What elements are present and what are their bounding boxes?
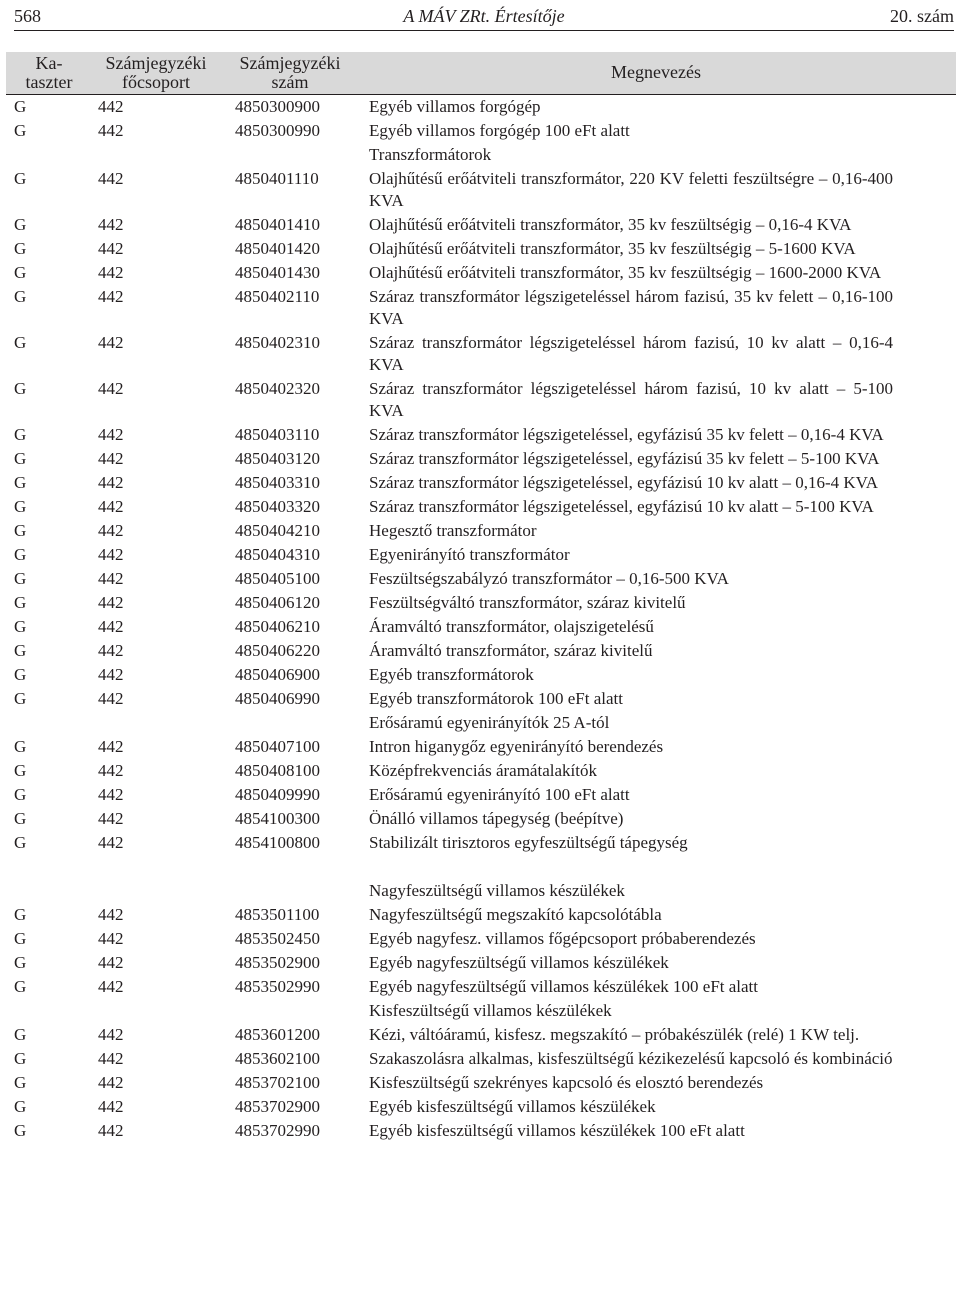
szam-cell: 4850403120	[235, 449, 320, 468]
szam-cell: 4854100300	[235, 809, 320, 828]
focsoport-cell: 442	[98, 689, 124, 708]
kataszter-cell: G	[14, 809, 27, 828]
megnevezes-cell: Egyéb kisfeszültségű villamos készülékek 100 eFt alatt	[369, 1121, 745, 1140]
megnevezes-cell: Hegesztő transzformátor	[369, 521, 537, 540]
megnevezes-cell: Száraz transzformátor légszigeteléssel, egyfázisú 10 kv alatt – 5-100 KVA	[369, 497, 874, 516]
focsoport-cell: 442	[98, 977, 124, 996]
focsoport-cell: 442	[98, 809, 124, 828]
megnevezes-cell: Kisfeszültségű villamos készülékek	[369, 1001, 612, 1020]
szam-cell: 4850406220	[235, 641, 320, 660]
kataszter-cell: G	[14, 287, 27, 306]
megnevezes-cell: Egyéb transzformátorok	[369, 665, 534, 684]
megnevezes-cell: Száraz transzformátor légszigeteléssel, egyfázisú 10 kv alatt – 0,16-4 KVA	[369, 473, 879, 492]
table-row	[0, 638, 960, 662]
kataszter-cell: G	[14, 425, 27, 444]
megnevezes-cell: Egyéb nagyfesz. villamos főgépcsoport próbaberendezés	[369, 929, 756, 948]
focsoport-cell: 442	[98, 449, 124, 468]
kataszter-cell: G	[14, 497, 27, 516]
kataszter-cell: G	[14, 905, 27, 924]
szam-cell: 4850401410	[235, 215, 320, 234]
focsoport-cell: 442	[98, 737, 124, 756]
table-row	[0, 470, 960, 494]
kataszter-cell: G	[14, 545, 27, 564]
szam-cell: 4850403320	[235, 497, 320, 516]
column-header-kataszter-line-1: Ka-	[35, 53, 63, 73]
kataszter-cell: G	[14, 593, 27, 612]
szam-cell: 4854100800	[235, 833, 320, 852]
table-row	[0, 94, 960, 118]
kataszter-cell: G	[14, 97, 27, 116]
kataszter-cell: G	[14, 121, 27, 140]
table-row	[0, 260, 960, 284]
kataszter-cell: G	[14, 617, 27, 636]
table-row	[0, 376, 960, 422]
table-row	[0, 1094, 960, 1118]
focsoport-cell: 442	[98, 97, 124, 116]
szam-cell: 4850405100	[235, 569, 320, 588]
focsoport-cell: 442	[98, 287, 124, 306]
focsoport-cell: 442	[98, 833, 124, 852]
focsoport-cell: 442	[98, 617, 124, 636]
kataszter-cell: G	[14, 929, 27, 948]
focsoport-cell: 442	[98, 761, 124, 780]
szam-cell: 4850300990	[235, 121, 320, 140]
kataszter-cell: G	[14, 1121, 27, 1140]
table-row	[0, 686, 960, 710]
megnevezes-cell: Száraz transzformátor légszigeteléssel három fazisú, 10 kv alatt – 5-100 KVA	[369, 379, 893, 420]
column-header-megnevezes: Megnevezés	[611, 62, 701, 82]
kataszter-cell: G	[14, 521, 27, 540]
table-row	[0, 806, 960, 830]
szam-cell: 4850408100	[235, 761, 320, 780]
table-row	[0, 542, 960, 566]
megnevezes-cell: Olajhűtésű erőátviteli transzformátor, 35 kv feszültségig – 0,16-4 KVA	[369, 215, 852, 234]
megnevezes-cell: Erősáramú egyenirányító 100 eFt alatt	[369, 785, 630, 804]
kataszter-cell: G	[14, 333, 27, 352]
table-row	[0, 902, 960, 926]
kataszter-cell: G	[14, 379, 27, 398]
szam-cell: 4850407100	[235, 737, 320, 756]
szam-cell: 4853501100	[235, 905, 320, 924]
kataszter-cell: G	[14, 1025, 27, 1044]
table-row	[0, 1118, 960, 1142]
kataszter-cell: G	[14, 785, 27, 804]
megnevezes-cell: Nagyfeszültségű villamos készülékek	[369, 881, 625, 900]
kataszter-cell: G	[14, 473, 27, 492]
megnevezes-cell: Olajhűtésű erőátviteli transzformátor, 220 KV feletti feszültségre – 0,16-400 KVA	[369, 169, 893, 210]
table-row	[0, 950, 960, 974]
column-header-kataszter	[14, 54, 84, 92]
focsoport-cell: 442	[98, 1097, 124, 1116]
szam-cell: 4853601200	[235, 1025, 320, 1044]
table-row	[0, 284, 960, 330]
kataszter-cell: G	[14, 1073, 27, 1092]
szam-cell: 4850403310	[235, 473, 320, 492]
megnevezes-cell: Erősáramú egyenirányítók 25 A-tól	[369, 713, 610, 732]
megnevezes-cell: Intron higanygőz egyenirányító berendezés	[369, 737, 664, 756]
szam-cell: 4853702900	[235, 1097, 320, 1116]
table-body	[0, 94, 960, 1142]
kataszter-cell: G	[14, 1097, 27, 1116]
table-row	[0, 494, 960, 518]
megnevezes-cell: Egyéb nagyfeszültségű villamos készülékek 100 eFt alatt	[369, 977, 759, 996]
focsoport-cell: 442	[98, 333, 124, 352]
table-row	[0, 166, 960, 212]
focsoport-cell: 442	[98, 929, 124, 948]
focsoport-cell: 442	[98, 473, 124, 492]
focsoport-cell: 442	[98, 1121, 124, 1140]
szam-cell: 4850406120	[235, 593, 320, 612]
table-row	[0, 1022, 960, 1046]
kataszter-cell: G	[14, 737, 27, 756]
megnevezes-cell: Egyéb villamos forgógép	[369, 97, 541, 116]
megnevezes-cell: Kisfeszültségű szekrényes kapcsoló és elosztó berendezés	[369, 1073, 764, 1092]
focsoport-cell: 442	[98, 1073, 124, 1092]
szam-cell: 4850404310	[235, 545, 320, 564]
table-row	[0, 422, 960, 446]
kataszter-cell: G	[14, 953, 27, 972]
megnevezes-cell: Feszültségváltó transzformátor, száraz kivitelű	[369, 593, 686, 612]
kataszter-cell: G	[14, 761, 27, 780]
szam-cell: 4853502990	[235, 977, 320, 996]
table-row	[0, 518, 960, 542]
table-row	[0, 974, 960, 998]
table-row	[0, 212, 960, 236]
szam-cell: 4853702100	[235, 1073, 320, 1092]
megnevezes-cell: Egyéb kisfeszültségű villamos készülékek	[369, 1097, 656, 1116]
szam-cell: 4853602100	[235, 1049, 320, 1068]
megnevezes-cell: Száraz transzformátor légszigeteléssel, egyfázisú 35 kv felett – 5-100 KVA	[369, 449, 880, 468]
megnevezes-cell: Áramváltó transzformátor, olajszigetelésű	[369, 617, 654, 636]
megnevezes-cell: Egyéb nagyfeszültségű villamos készülékek	[369, 953, 669, 972]
table-row	[0, 1046, 960, 1070]
focsoport-cell: 442	[98, 593, 124, 612]
section-heading-row	[0, 878, 960, 902]
column-header-focsoport-line-1: Számjegyzéki	[105, 53, 207, 73]
megnevezes-cell: Nagyfeszültségű megszakító kapcsolótábla	[369, 905, 662, 924]
megnevezes-cell: Száraz transzformátor légszigeteléssel három fazisú, 10 kv alatt – 0,16-4 KVA	[369, 333, 893, 374]
megnevezes-cell: Áramváltó transzformátor, száraz kivitelű	[369, 641, 653, 660]
table-row	[0, 926, 960, 950]
focsoport-cell: 442	[98, 215, 124, 234]
focsoport-cell: 442	[98, 425, 124, 444]
megnevezes-cell: Egyéb villamos forgógép 100 eFt alatt	[369, 121, 630, 140]
publication-title: A MÁV ZRt. Értesítője	[403, 6, 565, 26]
section-heading-row	[0, 710, 960, 734]
szam-cell: 4853702990	[235, 1121, 320, 1140]
focsoport-cell: 442	[98, 379, 124, 398]
kataszter-cell: G	[14, 833, 27, 852]
table-row	[0, 758, 960, 782]
szam-cell: 4850403110	[235, 425, 320, 444]
table-row	[0, 330, 960, 376]
focsoport-cell: 442	[98, 121, 124, 140]
page-header	[14, 4, 954, 31]
szam-cell: 4850401430	[235, 263, 320, 282]
kataszter-cell: G	[14, 169, 27, 188]
szam-cell: 4850404210	[235, 521, 320, 540]
column-header-szam-line-1: Számjegyzéki	[239, 53, 341, 73]
szam-cell: 4850402110	[235, 287, 320, 306]
column-header-focsoport	[88, 54, 224, 92]
focsoport-cell: 442	[98, 263, 124, 282]
table-row	[0, 446, 960, 470]
focsoport-cell: 442	[98, 521, 124, 540]
szam-cell: 4850300900	[235, 97, 320, 116]
page-number: 568	[14, 6, 41, 26]
table-row	[0, 118, 960, 142]
focsoport-cell: 442	[98, 1025, 124, 1044]
table-header	[6, 52, 956, 95]
szam-cell: 4850401420	[235, 239, 320, 258]
megnevezes-cell: Olajhűtésű erőátviteli transzformátor, 35 kv feszültségig – 1600-2000 KVA	[369, 263, 882, 282]
section-heading-row	[0, 998, 960, 1022]
szam-cell: 4850406900	[235, 665, 320, 684]
table-row	[0, 830, 960, 854]
table-row	[0, 590, 960, 614]
megnevezes-cell: Feszültségszabályzó transzformátor – 0,16-500 KVA	[369, 569, 729, 588]
focsoport-cell: 442	[98, 953, 124, 972]
table-row	[0, 614, 960, 638]
kataszter-cell: G	[14, 1049, 27, 1068]
szam-cell: 4850401110	[235, 169, 319, 188]
focsoport-cell: 442	[98, 545, 124, 564]
table-row	[0, 782, 960, 806]
szam-cell: 4850406210	[235, 617, 320, 636]
column-header-szam-line-2: szám	[271, 72, 309, 92]
table-row	[0, 662, 960, 686]
szam-cell: 4853502450	[235, 929, 320, 948]
focsoport-cell: 442	[98, 497, 124, 516]
megnevezes-cell: Középfrekvenciás áramátalakítók	[369, 761, 597, 780]
column-header-focsoport-line-2: főcsoport	[122, 72, 190, 92]
szam-cell: 4850402320	[235, 379, 320, 398]
table-row	[0, 566, 960, 590]
szam-cell: 4850402310	[235, 333, 320, 352]
column-header-kataszter-line-2: taszter	[25, 72, 73, 92]
issue-number: 20. szám	[890, 6, 954, 26]
szam-cell: 4850406990	[235, 689, 320, 708]
kataszter-cell: G	[14, 977, 27, 996]
focsoport-cell: 442	[98, 905, 124, 924]
focsoport-cell: 442	[98, 641, 124, 660]
szam-cell: 4853502900	[235, 953, 320, 972]
table-row	[0, 1070, 960, 1094]
kataszter-cell: G	[14, 449, 27, 468]
megnevezes-cell: Egyenirányító transzformátor	[369, 545, 570, 564]
row-spacer	[0, 854, 960, 878]
megnevezes-cell: Kézi, váltóáramú, kisfesz. megszakító – próbakészülék (relé) 1 KW telj.	[369, 1025, 860, 1044]
table-row	[0, 734, 960, 758]
section-heading-row	[0, 142, 960, 166]
focsoport-cell: 442	[98, 665, 124, 684]
kataszter-cell: G	[14, 239, 27, 258]
focsoport-cell: 442	[98, 785, 124, 804]
megnevezes-cell: Száraz transzformátor légszigeteléssel három fazisú, 35 kv felett – 0,16-100 KVA	[369, 287, 893, 328]
szam-cell: 4850409990	[235, 785, 320, 804]
focsoport-cell: 442	[98, 1049, 124, 1068]
kataszter-cell: G	[14, 263, 27, 282]
kataszter-cell: G	[14, 215, 27, 234]
kataszter-cell: G	[14, 689, 27, 708]
megnevezes-cell: Önálló villamos tápegység (beépítve)	[369, 809, 624, 828]
megnevezes-cell: Olajhűtésű erőátviteli transzformátor, 35 kv feszültségig – 5-1600 KVA	[369, 239, 856, 258]
megnevezes-cell: Stabilizált tirisztoros egyfeszültségű tápegység	[369, 833, 688, 852]
focsoport-cell: 442	[98, 569, 124, 588]
megnevezes-cell: Szakaszolásra alkalmas, kisfeszültségű kézikezelésű kapcsoló és kombináció	[369, 1049, 893, 1068]
kataszter-cell: G	[14, 569, 27, 588]
focsoport-cell: 442	[98, 169, 124, 188]
focsoport-cell: 442	[98, 239, 124, 258]
megnevezes-cell: Egyéb transzformátorok 100 eFt alatt	[369, 689, 623, 708]
kataszter-cell: G	[14, 641, 27, 660]
megnevezes-cell: Száraz transzformátor légszigeteléssel, egyfázisú 35 kv felett – 0,16-4 KVA	[369, 425, 884, 444]
column-header-szam	[228, 54, 352, 92]
megnevezes-cell: Transzformátorok	[369, 145, 492, 164]
kataszter-cell: G	[14, 665, 27, 684]
table-row	[0, 236, 960, 260]
